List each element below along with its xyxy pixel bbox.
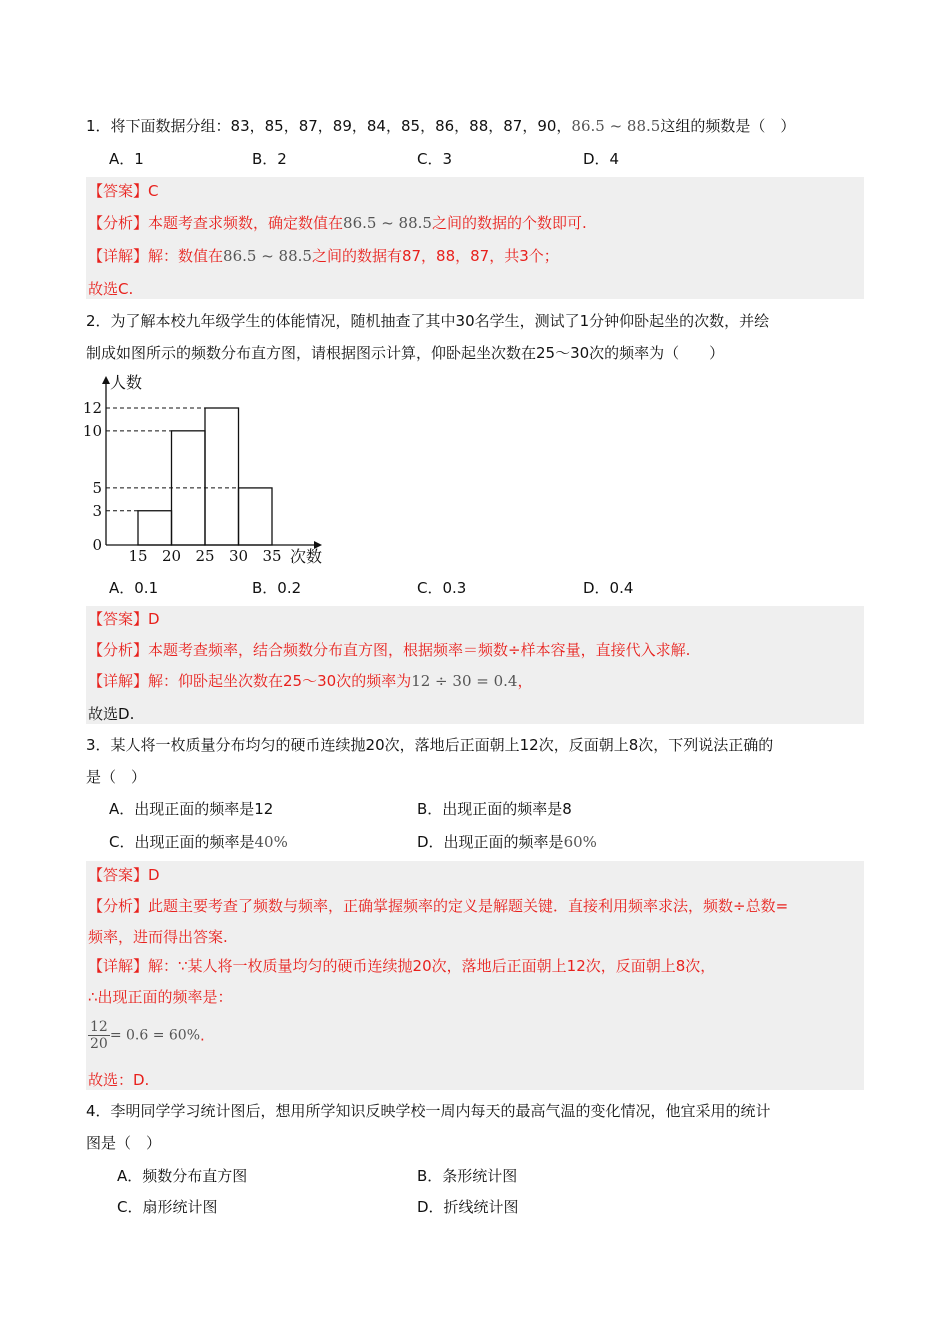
q1-analysis-label: 【分析】 [88, 214, 149, 232]
q2-conclusion [88, 703, 134, 725]
q4-stem-line1: 4．李明同学学习统计图后，想用所学知识反映学校一周内每天的最高气温的变化情况，他宜采用的统计 [86, 1102, 771, 1120]
q3-answer-value: D [148, 866, 160, 884]
q2-option-b: B．0.2 [252, 579, 302, 597]
q3-conclusion: 故选：D. [88, 1071, 150, 1089]
q3-analysis-text: 此题主要考查了频数与频率，正确掌握频率的定义是解题关键．直接利用频率求法，频数÷总数= [148, 897, 789, 915]
q3-option-d-math: 60% [563, 833, 597, 851]
x-tick-label: 15 [128, 547, 148, 565]
q1-detail [88, 245, 559, 267]
q3-analysis-line1 [88, 895, 788, 917]
q1-answer-value: C [148, 182, 159, 200]
q3-stem-line2: 是（ ） [86, 768, 147, 786]
q3-fraction-denominator: 20 [90, 1036, 108, 1052]
q1-answer-label: 【答案】 [88, 182, 149, 200]
y-tick-label: 12 [82, 399, 102, 417]
q3-fraction-end: . [200, 1026, 205, 1045]
q1-option-c: C．3 [417, 150, 453, 168]
q1-detail-label: 【详解】 [88, 247, 149, 265]
q1-detail-suffix: 之间的数据有87，88，87，共3个； [311, 247, 559, 265]
histogram-chart [82, 370, 336, 570]
q2-solution-box [86, 606, 864, 724]
q2-analysis-text: 本题考查频率，结合频数分布直方图，根据频率＝频数÷样本容量，直接代入求解. [148, 641, 691, 659]
y-axis-label: 人数 [110, 373, 143, 392]
q2-answer [88, 608, 160, 630]
histogram-bar [205, 408, 239, 545]
histogram-bar [239, 488, 273, 545]
q2-option-d: D．0.4 [583, 579, 634, 597]
q1-conclusion: 故选C. [88, 280, 134, 298]
q1-solution-box [86, 177, 864, 299]
y-tick-label: 3 [92, 501, 102, 520]
q3-detail [88, 955, 715, 977]
q1-stem-text: 1．将下面数据分组：83，85，87，89，84，85，86，88，87，90， [86, 117, 572, 135]
q4-option-a: A．频数分布直方图 [117, 1167, 248, 1185]
q2-stem-line1: 2．为了解本校九年级学生的体能情况，随机抽查了其中30名学生，测试了1分钟仰卧起坐的次数，并绘 [86, 312, 770, 330]
q1-analysis-suffix: 之间的数据的个数即可. [431, 214, 587, 232]
q3-fraction-result: = 0.6 = 60% [109, 1027, 201, 1044]
q3-fraction-numerator: 12 [90, 1019, 108, 1035]
q2-detail-suffix: ， [517, 672, 533, 690]
q1-answer [88, 180, 159, 202]
q3-detail-label: 【详解】 [88, 957, 149, 975]
x-tick-label: 35 [262, 547, 282, 565]
q1-option-a: A．1 [109, 150, 144, 168]
q1-detail-math: 86.5 ~ 88.5 [223, 247, 312, 265]
q1-stem-math: 86.5 ~ 88.5 [571, 117, 661, 135]
q3-option-c-math: 40% [254, 833, 288, 851]
y-axis-arrow [102, 376, 110, 384]
q3-answer-label: 【答案】 [88, 866, 149, 884]
q4-option-c: C．扇形统计图 [117, 1198, 218, 1216]
x-axis-label: 次数 [290, 547, 323, 566]
q3-option-b: B．出现正面的频率是8 [417, 800, 572, 818]
q2-conclusion-value: D. [118, 705, 135, 723]
q2-conclusion-text: 故选 [88, 705, 119, 723]
x-tick-label: 30 [228, 547, 249, 565]
q2-analysis [88, 639, 690, 661]
q3-option-c [109, 831, 288, 853]
q3-option-d [417, 831, 597, 853]
histogram-bar [138, 511, 172, 545]
q2-detail-math: 12 ÷ 30 = 0.4 [411, 672, 518, 690]
q1-analysis-math: 86.5 ~ 88.5 [343, 214, 432, 232]
q3-option-a: A．出现正面的频率是12 [109, 800, 274, 818]
q3-analysis-line2: 频率，进而得出答案. [88, 928, 228, 946]
q2-stem-line2: 制成如图所示的频数分布直方图，请根据图示计算，仰卧起坐次数在25～30次的频率为（ ） [86, 344, 725, 362]
q1-stem [86, 115, 795, 137]
q1-analysis-text: 本题考查求频数，确定数值在 [148, 214, 344, 232]
q1-detail-text: 解：数值在 [148, 247, 224, 265]
q3-option-d-text: D．出现正面的频率是 [417, 833, 564, 851]
y-tick-label: 10 [82, 421, 102, 440]
q3-option-c-text: C．出现正面的频率是 [109, 833, 255, 851]
q3-analysis-label: 【分析】 [88, 897, 149, 915]
q2-detail-label: 【详解】 [88, 672, 149, 690]
x-tick-label: 20 [161, 547, 182, 565]
q3-detail-line2: ∴出现正面的频率是： [88, 988, 233, 1006]
x-tick-label: 25 [195, 547, 215, 565]
q4-option-d: D．折线统计图 [417, 1198, 519, 1216]
q1-analysis [88, 212, 587, 234]
q2-detail [88, 670, 532, 692]
q3-stem-line1: 3．某人将一枚质量分布均匀的硬币连续抛20次，落地后正面朝上12次，反面朝上8次，下列说法正确的 [86, 736, 774, 754]
y-tick-label: 0 [92, 536, 102, 554]
q3-fraction-line [88, 1016, 205, 1055]
q3-detail-text: 解：∵某人将一枚质量均匀的硬币连续抛20次，落地后正面朝上12次，反面朝上8次， [148, 957, 716, 975]
y-tick-label: 5 [92, 478, 102, 497]
q2-answer-value: D [148, 610, 160, 628]
q4-option-b: B．条形统计图 [417, 1167, 518, 1185]
q3-fraction [88, 1019, 110, 1052]
q3-answer [88, 864, 160, 886]
q1-option-d: D．4 [583, 150, 620, 168]
q2-option-a: A．0.1 [109, 579, 159, 597]
q4-stem-line2: 图是（ ） [86, 1134, 162, 1152]
q2-answer-label: 【答案】 [88, 610, 149, 628]
q1-stem-suffix: 这组的频数是（ ） [660, 117, 796, 135]
q2-option-c: C．0.3 [417, 579, 467, 597]
q2-analysis-label: 【分析】 [88, 641, 149, 659]
q1-option-b: B．2 [252, 150, 287, 168]
q2-detail-text: 解：仰卧起坐次数在25～30次的频率为 [148, 672, 412, 690]
